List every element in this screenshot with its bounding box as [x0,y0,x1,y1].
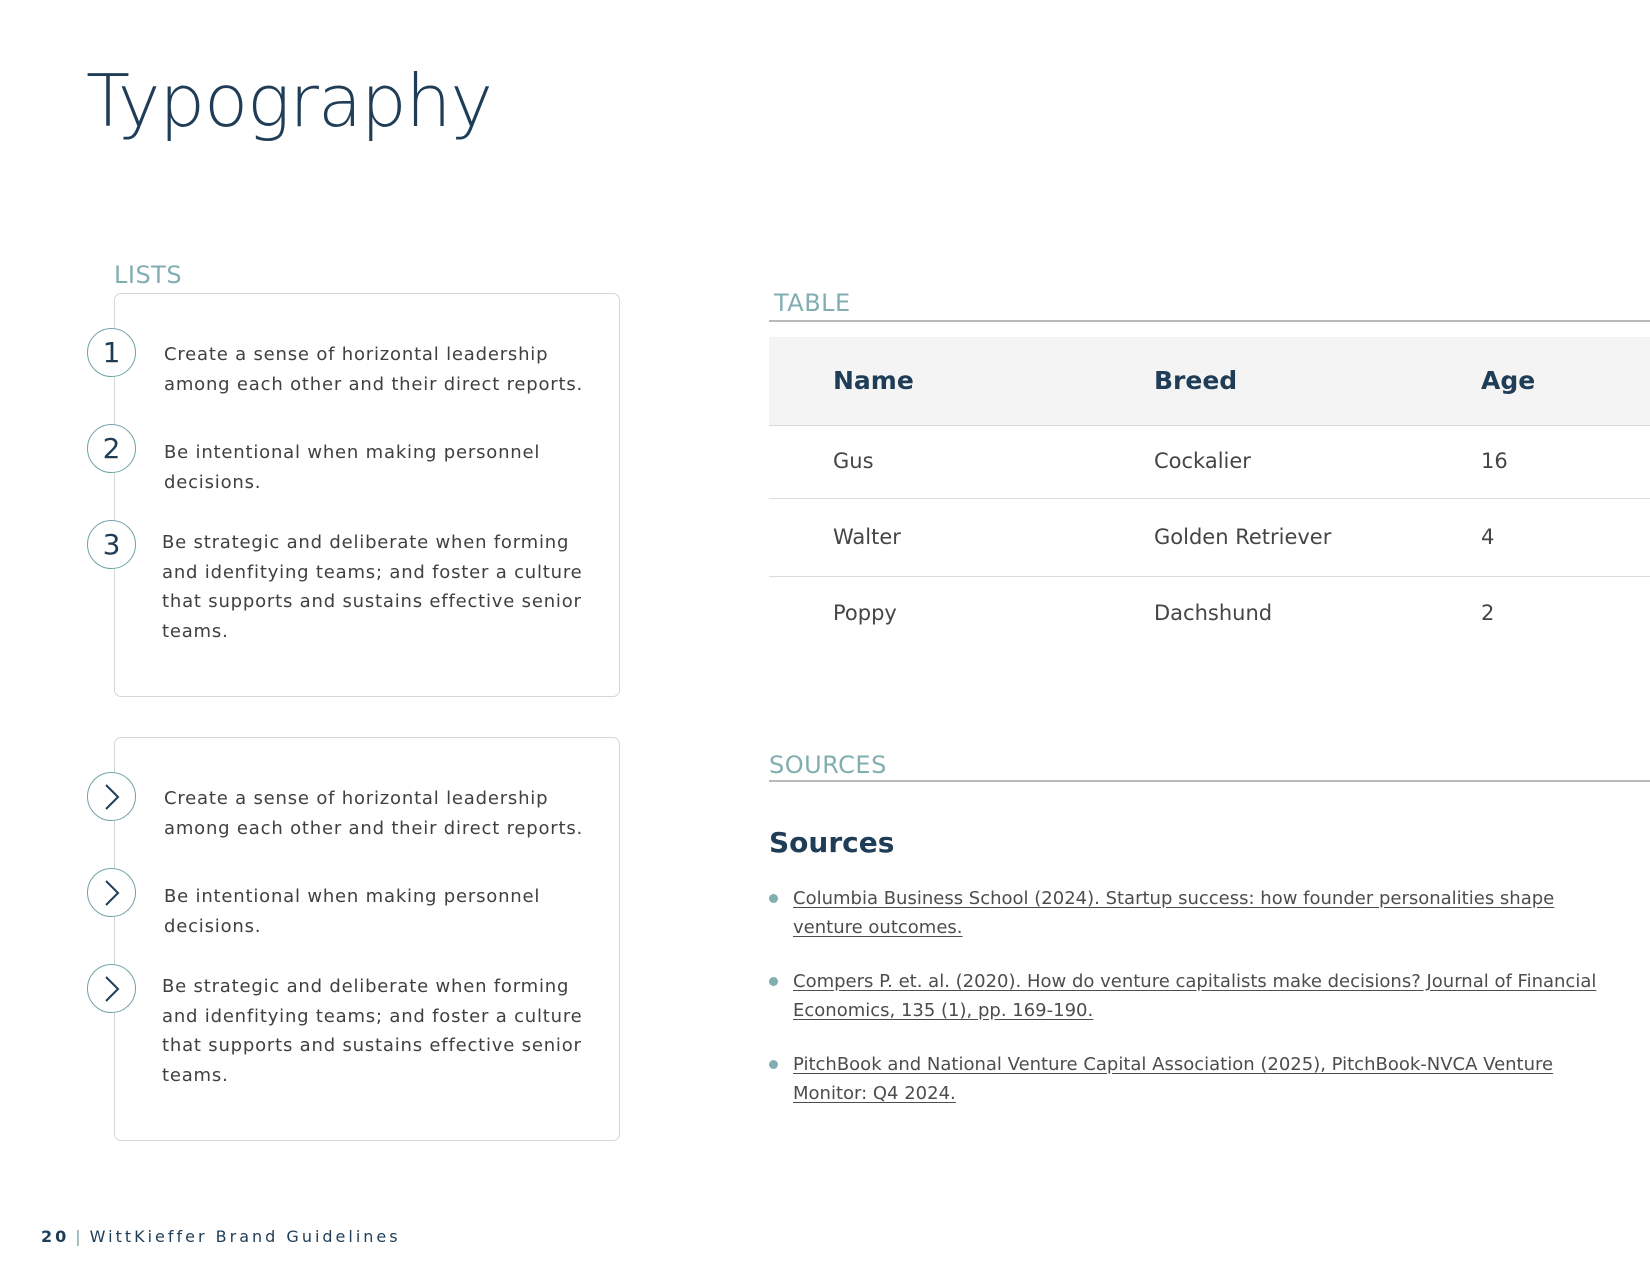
chevron-right-icon [87,964,136,1013]
list-item: Be intentional when making personnel decisions. [164,442,541,493]
list-number-marker: 3 [87,520,136,569]
table-row [769,425,1650,499]
table-header-row [769,337,1650,426]
list-item: Be intentional when making personnel decisions. [164,886,541,937]
bullet-icon [769,894,778,903]
table-cell-age: 16 [1481,449,1508,473]
table-header-breed: Breed [1154,366,1238,395]
table-cell-breed: Golden Retriever [1154,525,1332,549]
source-link[interactable]: Columbia Business School (2024). Startup success: how founder personalities shape venture outcomes. [793,888,1555,938]
source-link[interactable]: PitchBook and National Venture Capital Association (2025), PitchBook-NVCA Venture Monitor: Q4 2024. [793,1054,1554,1104]
list-item: Be strategic and deliberate when forming and idenfitying teams; and foster a culture that supports and sustains effective senior teams. [162,976,583,1086]
bullet-icon [769,977,778,986]
source-link[interactable]: Compers P. et. al. (2020). How do venture capitalists make decisions? Journal of Financial Economics, 135 (1), pp. 169-190. [793,971,1597,1021]
lists-section-label: LISTS [114,261,183,289]
list-item: Create a sense of horizontal leadership among each other and their direct reports. [164,344,584,395]
table-section-label: TABLE [774,289,851,317]
table-row [769,577,1650,649]
table-cell-name: Gus [833,449,874,473]
table-cell-name: Poppy [833,601,897,625]
page-title: Typography [86,59,493,143]
chevron-right-icon [87,772,136,821]
footer-text: WittKieffer Brand Guidelines [89,1227,401,1246]
table-row [769,499,1650,577]
table-cell-age: 2 [1481,601,1495,625]
table-header-name: Name [833,366,914,395]
table-header-age: Age [1481,366,1536,395]
sources-section-rule [769,780,1650,782]
list-item: Create a sense of horizontal leadership among each other and their direct reports. [164,788,584,839]
footer-separator: | [75,1227,84,1246]
table-cell-name: Walter [833,525,901,549]
page-number: 20 [41,1227,70,1246]
sources-heading: Sources [769,826,895,859]
list-number-marker: 2 [87,424,136,473]
bullet-icon [769,1060,778,1069]
chevron-right-icon [87,868,136,917]
page-footer [41,1227,401,1246]
table-cell-age: 4 [1481,525,1495,549]
table-cell-breed: Cockalier [1154,449,1251,473]
list-number-marker: 1 [87,328,136,377]
sources-section-label: SOURCES [769,751,887,779]
list-item: Be strategic and deliberate when forming and idenfitying teams; and foster a culture that supports and sustains effective senior teams. [162,532,583,642]
table-section-rule [769,320,1650,322]
table-cell-breed: Dachshund [1154,601,1273,625]
